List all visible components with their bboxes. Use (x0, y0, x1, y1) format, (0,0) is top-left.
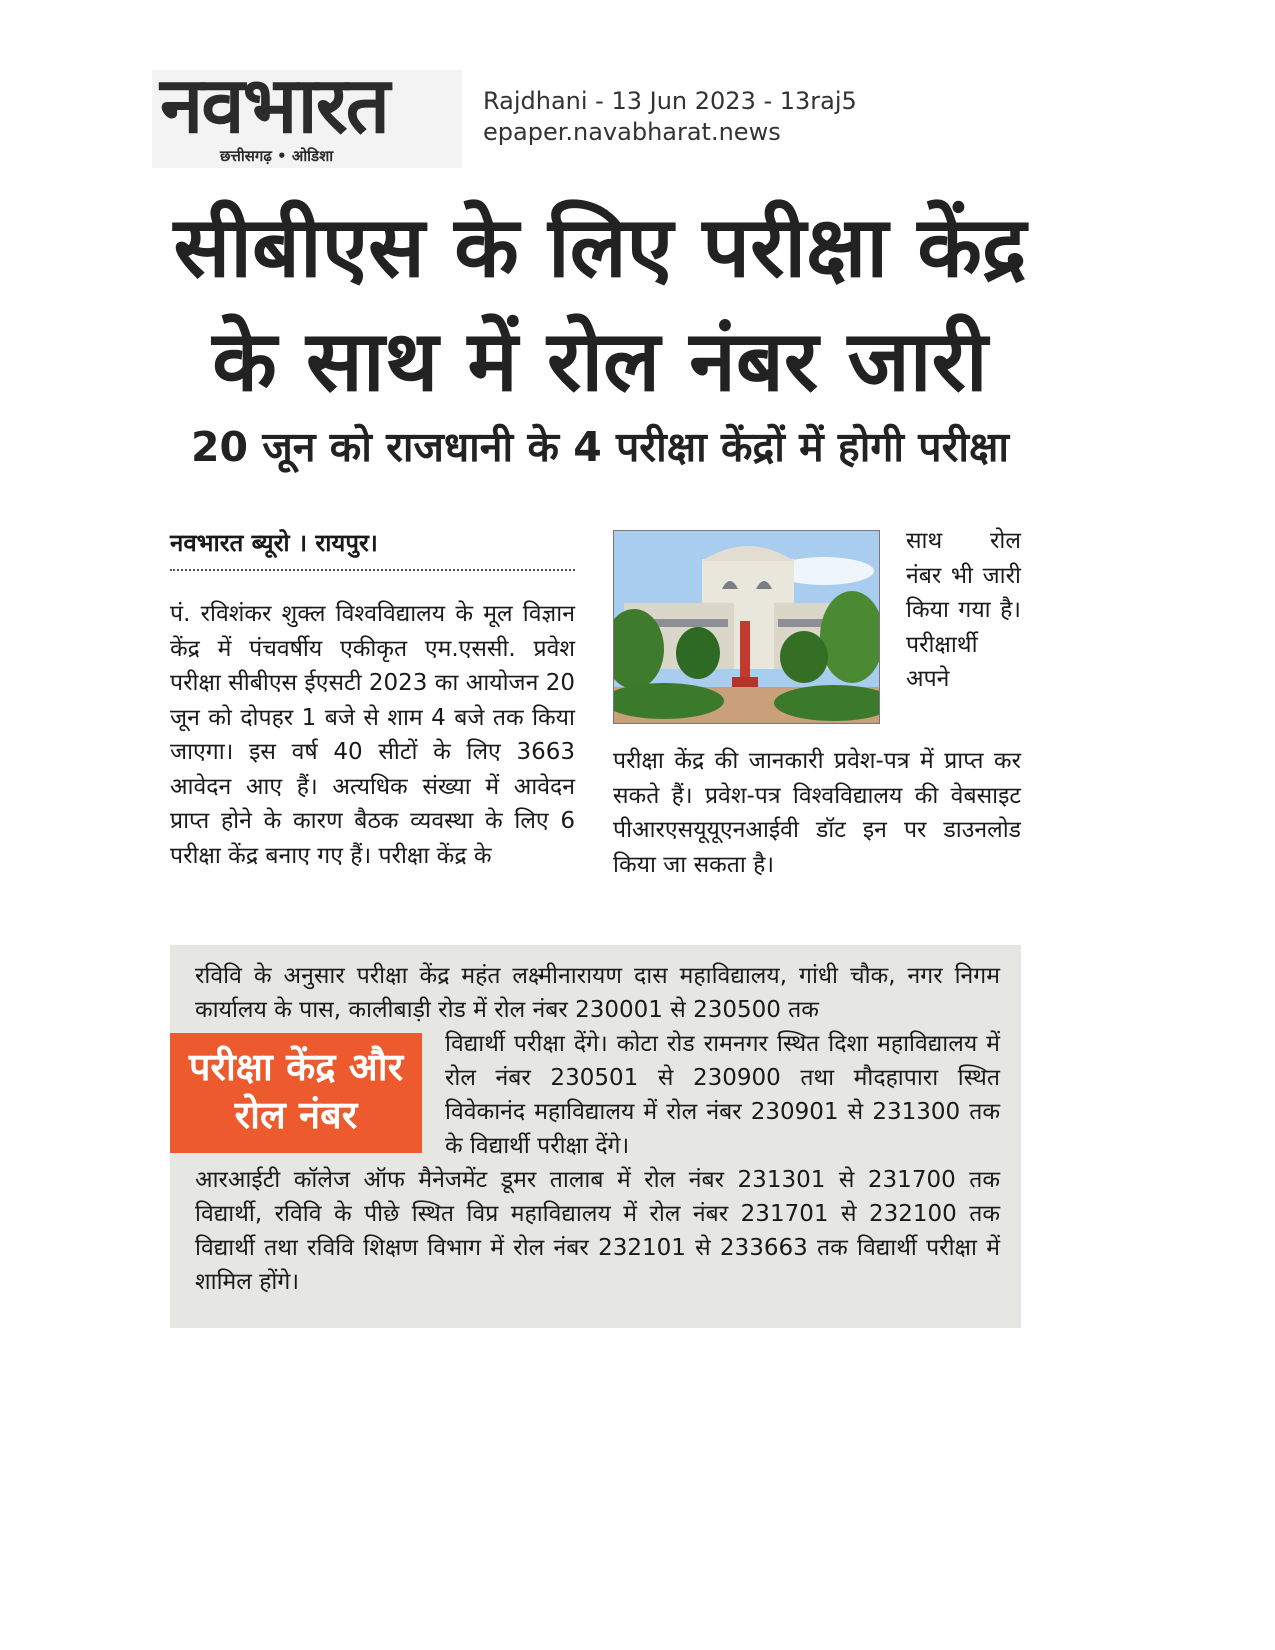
article-column-3: परीक्षा केंद्र की जानकारी प्रवेश-पत्र में प्राप्त कर सकते हैं। प्रवेश-पत्र विश्वविद्यालय की वेबसाइट पीआरएसयूयूएनआईवी डॉट इन पर डाउनलोड किया जा सकता है। (613, 748, 1021, 878)
edition-info (483, 86, 857, 148)
boxout-text-2: विद्यार्थी परीक्षा देंगे। कोटा रोड रामनगर स्थित दिशा महाविद्यालय में रोल नंबर 230501 से 230900 तथा मौदहापारा स्थित विवेकानंद महाविद्यालय में रोल नंबर 230901 से 231300 तक के विद्यार्थी परीक्षा देंगे। (445, 1031, 1000, 1159)
headline-line-2: के साथ में रोल नंबर जारी (212, 312, 988, 410)
boxout-label (170, 1033, 422, 1153)
headline (160, 190, 1040, 418)
exam-centres-boxout (170, 945, 1021, 1328)
boxout-text-3: आरआईटी कॉलेज ऑफ मैनेजमेंट डूमर तालाब में रोल नंबर 231301 से 231700 तक विद्यार्थी, रविवि के पीछे स्थित विप्र महाविद्यालय में रोल नंबर 231701 से 232100 तक विद्यार्थी तथा रविवि शिक्षण विभाग में रोल नंबर 232101 से 233663 तक विद्यार्थी परीक्षा में शामिल होंगे। (195, 1167, 1000, 1295)
boxout-label-line-2: रोल नंबर (234, 1093, 358, 1137)
epaper-site: epaper.navabharat.news (483, 118, 781, 146)
headline-line-1: सीबीएस के लिए परीक्षा केंद्र (173, 198, 1027, 296)
building-illustration (614, 531, 879, 723)
boxout-text-1: रविवि के अनुसार परीक्षा केंद्र महंत लक्ष्मीनारायण दास महाविद्यालय, गांधी चौक, नगर निगम कार्यालय के पास, कालीबाड़ी रोड में रोल नंबर 230001 से 230500 तक (195, 963, 1000, 1023)
newspaper-logo (152, 61, 462, 168)
edition-line: Rajdhani - 13 Jun 2023 - 13raj5 (483, 87, 857, 115)
article-column-2: साथ रोल नंबर भी जारी किया गया है। परीक्षार्थी अपने (906, 528, 1021, 692)
logo-region-tagline: छत्तीसगढ़ • ओडिशा (220, 147, 334, 165)
byline: नवभारत ब्यूरो । रायपुर। (170, 526, 575, 571)
logo-wordmark: नवभारत (160, 61, 389, 151)
subheadline: 20 जून को राजधानी के 4 परीक्षा केंद्रों में होगी परीक्षा (191, 423, 1009, 471)
boxout-label-line-1: परीक्षा केंद्र और (188, 1045, 404, 1089)
university-building-photo (613, 530, 880, 724)
article-column-1: पं. रविशंकर शुक्ल विश्वविद्यालय के मूल विज्ञान केंद्र में पंचवर्षीय एकीकृत एम.एससी. प्रवेश परीक्षा सीबीएस ईएसटी 2023 का आयोजन 20 जून को दोपहर 1 बजे से शाम 4 बजे तक किया जाएगा। इस वर्ष 40 सीटों के लिए 3663 आवेदन आए हैं। अत्यधिक संख्या में आवेदन प्राप्त होने के कारण बैठक व्यवस्था के लिए 6 परीक्षा केंद्र बनाए गए हैं। परीक्षा केंद्र के (170, 601, 575, 869)
